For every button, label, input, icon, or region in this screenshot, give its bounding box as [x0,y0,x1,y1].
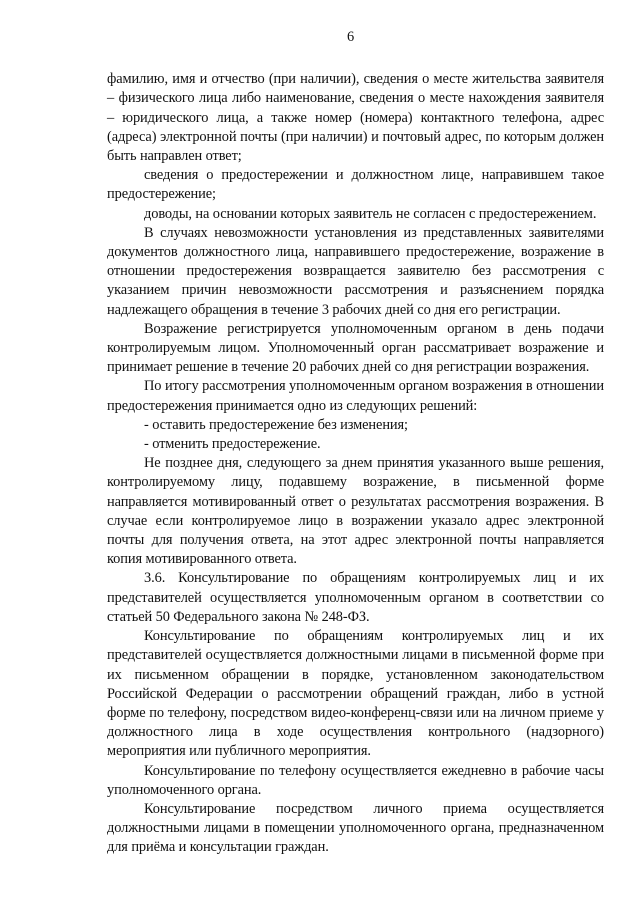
paragraph-reasoned-response: Не позднее дня, следующего за днем принятия указанного выше решения, контролируемому лицу, подавшему возражение, в письменной форме направляется мотивированный ответ о результатах рассмотрения возражения. В случае если контролируемое лицо в возражении указало адрес электронной почты для получения ответа, на этот адрес электронной почты направляется копия мотивированного ответа. [107,455,604,568]
list-item-cancel-warning: - отменить предостережение. [144,436,321,453]
paragraph-phone-consultation: Консультирование по телефону осуществляется ежедневно в рабочие часы уполномоченного органа. [107,762,604,798]
paragraph-consultation-forms: Консультирование по обращениям контролируемых лиц и их представителей осуществляется должностными лицами в письменной форме при их письменном обращении в порядке, установленном законодательством Российской Федерации о рассмотрении обращений граждан, либо в устной форме по телефону, посредством видео-конференц-связи или на личном приеме у должностного лица в ходе осуществления контрольного (надзорного) мероприятия или публичного мероприятия. [107,628,604,760]
paragraph-applicant-details: фамилию, имя и отчество (при наличии), сведения о месте жительства заявителя – физического лица либо наименование, сведения о месте нахождения заявителя – юридического лица, а также номер (номера) контактного телефона, адрес (адреса) электронной почты (при наличии) и почтовый адрес, по которым должен быть направлен ответ; [107,71,604,165]
paragraph-warning-info: сведения о предостережении и должностном лице, направившем такое предостережение; [107,167,604,203]
paragraph-registration: Возражение регистрируется уполномоченным органом в день подачи контролируемым лицом. Уполномоченный орган рассматривает возражение и принимает решение в течение 20 рабочих дней со дня регистрации возражения. [107,320,604,376]
page-number: 6 [346,29,355,45]
paragraph-personal-reception: Консультирование посредством личного приема осуществляется должностными лицами в помещении уполномоченного органа, предназначенном для приёма и консультации граждан. [107,800,604,856]
paragraph-decisions-intro: По итогу рассмотрения уполномоченным органом возражения в отношении предостережения принимается одно из следующих решений: [107,378,604,414]
paragraph-arguments: доводы, на основании которых заявитель не согласен с предостережением. [144,205,597,222]
paragraph-section-3-6: 3.6. Консультирование по обращениям контролируемых лиц и их представителей осуществляется уполномоченным органом в соответствии со статьей 50 Федерального закона № 248-ФЗ. [107,570,604,625]
list-item-keep-warning: - оставить предостережение без изменения; [144,416,408,433]
paragraph-return-without-review: В случаях невозможности установления из представленных заявителями документов должностного лица, направившего предостережение, возражение в отношении предостережения возвращается заявителю без рассмотрения с указанием причин невозможности рассмотрения и разъяснением порядка надлежащего обращения в течение 3 рабочих дней со дня его регистрации. [107,224,604,318]
